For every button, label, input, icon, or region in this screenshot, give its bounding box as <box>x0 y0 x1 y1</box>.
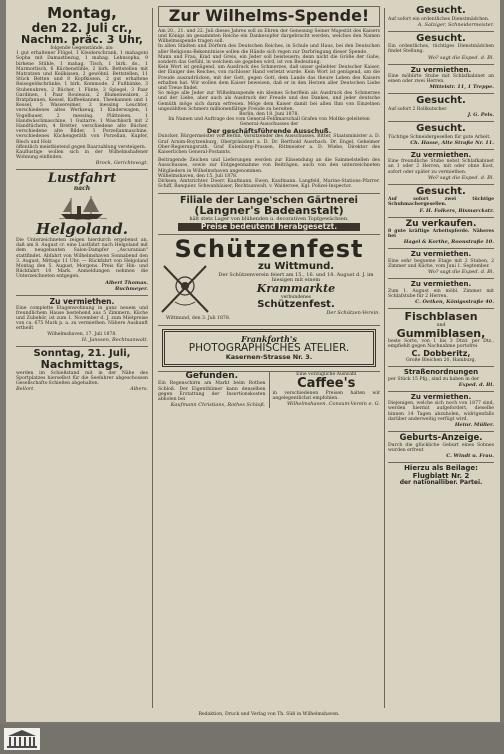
caffee-signature: Wilhelmshaven. Consum-Verein e. G. <box>286 401 380 408</box>
wanted-body: Tüchtige Schneidergesellen für gute Arbeit. <box>388 134 491 140</box>
rent-signature: H. Janssen, Rechtsanwalt. <box>81 336 148 343</box>
fest-body-2: Krammarkte <box>256 282 336 296</box>
garden-title: Filiale der Lange'schen Gärtnerei <box>180 194 358 206</box>
steamship-icon <box>57 194 107 220</box>
fest-body-1: Der Schützenverein feiert am 15., 16. und 18. August d. J. im hiesigen mit einem <box>218 271 374 283</box>
rent-title: Zu vermiethen. <box>49 296 115 306</box>
wanted-title: Gesucht. <box>416 95 466 107</box>
strassen-notice <box>388 367 494 392</box>
wanted-notice-4 <box>388 122 494 150</box>
helgoland-heading-1: Lustfahrt <box>47 171 117 187</box>
sunday-time: Nachmittags, <box>40 358 124 372</box>
caffee-body: in verschiedenen Preisen halten wir angelegentlichst empfohlen. <box>272 390 380 401</box>
column-left <box>16 4 148 395</box>
wanted-signature: F. H. Folkers, Bismarckstr. <box>419 207 494 214</box>
sale-signature: Hagel & Korthe, Roonstraße 10. <box>403 239 494 246</box>
rent-body: Eine freundliche Stube nebst Schlafkabinet an 1 oder 2 Herren, mit oder ohne Kost, sofort oder später zu vermiethen. <box>388 159 494 175</box>
newspaper-page <box>6 0 500 722</box>
strassen-title: Straßenordnungen <box>403 368 479 377</box>
gummi-signature: C. Dobberitz, <box>411 348 471 358</box>
wanted-signature: Ch. Hasse, Alte Straße Nr. 11. <box>410 139 494 146</box>
fisch-and: und <box>436 322 446 328</box>
schuetzenfest-notice <box>158 235 380 326</box>
column-center <box>158 4 380 408</box>
column-rule <box>152 8 153 708</box>
birth-notice <box>388 432 494 463</box>
strassen-signature: Exped. d. Bl. <box>458 381 494 388</box>
rent-body: Diejenigen, welche sich noch von 1877 sind, werden hiermit aufgefordert, dieselbe binnen 14 Tagen abzuholen, widrigenfalls darüber anderweitig verfügt wird. <box>388 401 494 422</box>
birth-title: Geburts-Anzeige. <box>399 432 483 443</box>
photo-title: PHOTOGRAPHISCHES ATELIER. <box>188 342 350 355</box>
photo-top: Frankforth's <box>241 333 297 344</box>
sale-title: Zu verkaufen. <box>405 218 477 229</box>
sale-notice <box>388 218 494 250</box>
auction-intro: folgende Gegenstände, als: <box>50 45 114 51</box>
rent-title: Zu vermiethen. <box>410 280 472 289</box>
rent-notice-5 <box>388 392 494 432</box>
rent-body: Eine complette Etagenwohnung in ganz neuem und freundlichem Hause bestehend aus 5 Zimmern, Küche und Zubehör, ist zum 1. November d. J. zum Mietpreise von ca. 675 Mark p. a. zu vermiethen. Nähere Auskunft ertheilt <box>16 305 148 332</box>
fischblasen-ad <box>388 309 494 367</box>
rent-body: Eine möblirte Stube mit Schlafkabinet an einen oder zwei Herren. <box>388 73 494 85</box>
rent-notice-1 <box>388 65 494 95</box>
auction-signature: Brock, Gerichtsvogt. <box>95 160 148 167</box>
wanted-title: Gesucht. <box>416 185 466 197</box>
rent-title: Zu vermiethen. <box>410 150 472 159</box>
wanted-title: Gesucht. <box>416 32 466 44</box>
photo-atelier-ad <box>158 326 380 372</box>
garden-body: hält stets Lager von blühenden u. decorativen Topfgewächsen. <box>189 216 349 223</box>
wanted-body: Auf sofort ein ordentliches Dienstmädchen. <box>388 16 490 22</box>
rent-signature: C. Oetken, Königsstraße 40. <box>415 298 494 305</box>
found-title: Gefunden. <box>185 370 239 381</box>
bottom-ads-row <box>158 372 380 408</box>
auction-date: den 22. Juli cr., <box>31 20 133 35</box>
garden-notice <box>158 194 380 236</box>
garden-tagline: Preise bedeutend herabgesetzt. <box>178 223 360 231</box>
caffee-notice <box>270 372 381 408</box>
sunday-signature-1: Bellort. <box>16 386 35 393</box>
rent-notice <box>16 296 148 347</box>
wanted-notice-3 <box>388 94 494 122</box>
spende-body-5: So möge alle Jeder zur Wilhelmsspende ein kleines Scherflein als Ausdruck des Schmerzes und der Liebe, aber auch als Ausdruck der Freude und des Dankes, und jeder deutsche Gemüth möge sich daran erfreuen. Möge dem Kaiser damit bei allen Ihm von Einzelnen ungezählten Schmerz millionenfältige Freude zu bereiten. <box>158 91 380 112</box>
wanted-notice-5 <box>388 185 494 218</box>
spende-body-2: In allen Städten und Dörfern des Deutschen Reiches, in Schule und Haus, bei den Deutschen aller Religions-Bekenntnisse sollen die Hände sich regen zur Darbringung dieser Spende. <box>158 44 380 55</box>
imprint-footer: Redaktion, Druck und Verlag von Th. Süß in Wilhelmshaven. <box>198 712 340 717</box>
wanted-body: Auf sofort 2 Rollkutscher. <box>388 106 448 112</box>
found-signature: Kaufmann Christians, Rothes Schloß. <box>170 402 266 409</box>
rent-signature: Wo? sagt die Exped. d. Bl. <box>427 174 494 181</box>
local-names: Dirksen, Amtsrichter. Doerr, Kaufmann. Ewen, Kaufmann. Langfeld, Marine-Stations-Pfarrer. Schiff, Banquier. Schwanhäuser, Rechtsanwalt. v. Waldersee, Kgl. Polizei-Inspector. <box>158 179 380 190</box>
spende-title: Zur Wilhelms-Spende! <box>158 6 380 27</box>
wanted-body: Ein ordentliches, tüchtiges Dienstmädchen findet Stellung. <box>388 44 494 55</box>
helgoland-heading-2: nach <box>73 185 91 192</box>
helgoland-signature-2: Buchmeyer. <box>114 285 148 292</box>
gummi-title: Gummiblasen, <box>396 326 486 340</box>
supplement-notice <box>388 463 494 489</box>
rent-date: Wilhelmshaven, 17. Juli 1878. <box>47 331 117 337</box>
auction-note: Kauflustige wollen sich in der Wilhelmshafener Wohnung einfinden. <box>16 149 148 161</box>
rent-notice-4 <box>388 279 494 309</box>
wanted-title: Gesucht. <box>416 5 466 16</box>
birth-signature: C. Windt u. Frau. <box>446 453 494 460</box>
rent-signature: Mittelstr. 11, 1 Treppe. <box>429 84 494 91</box>
supplement-subtitle: Flugblatt Nr. 2 <box>412 471 470 480</box>
spende-committee: Im Namen und Auftrage des vom General-Feldmarschall Grafen von Moltke geleiteten General-Ausschusses der <box>168 117 370 128</box>
auction-title: Montag, <box>47 4 117 22</box>
auction-notice <box>16 4 148 170</box>
helgoland-heading-3: Helgoland. <box>36 220 128 239</box>
wilhelms-spende-notice <box>158 4 380 194</box>
spende-body-4: Kein Wort ist genügend, um Ausdruck des Schmerzes, daß unser geliebter Deutscher Kaiser, der Einiger des Reiches, von ruchloser Hand verletzt wurde. Kein Wort ist genügend, um die Freude auszudrücken, mit der Gott, gegen Gott, dem Lande das theure Leben des Kaisers erhalten hat. Wir wollen dem Kaiser beweisen, daß er in den Herzen aller Deutschen Liebe und Treue findet. <box>158 65 380 92</box>
sunday-body: werden im Schießstand mit in der Nähe des Sportplatzes hierselbst für die Seefahrer abgeschossen Gesellschafts-Schießen abgehalten. <box>16 370 148 387</box>
fest-signature: Der Schützen-Verein. <box>326 310 380 317</box>
column-right <box>388 4 494 489</box>
local-date: Wilhelmshaven, den 15. Juli 1878. <box>158 173 238 179</box>
spende-body-1: Am 20., 21. und 22. Juli dieses Jahres soll zu Ehren der Genesung Seiner Majestät des Kaisers und Königs im gesammten Reiche ein Dankesopfer dargebracht werden, welches den Namen Wilhelmsspende tragen soll. <box>158 28 380 45</box>
local-intro: Beitragende Zeichen und Lieferungen werden zur Einsendung an die Sammelstellen des Ausschusses, sowie zur Entgegennahme von Beiträgen, auch von den unterzeichneten Mitgliedern in Wilhelmshaven angenommen. <box>158 158 380 174</box>
column-rule <box>384 8 385 708</box>
rent-title: Zu vermiethen. <box>410 65 472 74</box>
rent-signature: Wo? sagt die Exped. d. Bl. <box>427 269 494 276</box>
wanted-signature: J. G. Pels. <box>467 112 494 119</box>
caffee-intro: Eine vorzügliche Auswahl <box>296 371 357 377</box>
bottom-strip <box>0 724 504 754</box>
sunday-title: Sonntag, 21. Juli, <box>33 347 131 359</box>
supplement-body: der nationalliber. Partei. <box>399 478 483 486</box>
sunday-signature-2: Albers. <box>130 386 148 393</box>
fest-body-4: Schützenfest. <box>257 298 335 310</box>
auction-time: Nachm. präc. 3 Uhr, <box>21 33 143 47</box>
helgoland-signature-1: Albert Thomas. <box>105 279 148 286</box>
wanted-body: Auf sofort zwei tüchtige Schuhmachergesellen. <box>388 197 494 208</box>
wanted-title: Gesucht. <box>416 123 466 135</box>
gummi-address: Große Bleichen 20, Hamburg. <box>406 358 476 364</box>
auction-body: 1 gut erhaltener Flügel, 1 Kleiderschrank, 1 mahagoni Sopha mit Damastbezug, 1 mahag. Lehnsopha, 9 birkene Stühle, 1 mahag. Tisch, 1 birk. do., 1 Marmortisch, 6 Küchenstühle, 2 birk. Bettstellen mit Matratzen und Keilkissen, 2 gewöhnl. Bettstellen, 11 Stück Betten und 8 Kopfkissen, 2 gut erhaltene Reisegeldschränke, 1 birk. Kommode, 2 Fußbänke, 3 Stubenuhren, 2 Bücher, 1 Flinte, 3 Spiegel, 3 Paar Gardinen, 1 Paar Rouleaux, 2 Blumenwalzen, 2 Bratpfannen, Kessel, Kaffeekannen, Theekannen und 1 Kessel, 5 Wassereimer, 2 messing Leuchter, verschiedenes altes Werkzeug, 1 Kinderwagen, 1 Vogelbauer, 2 messing. Plätteisen, 1 Handwäschmaschine, 1 Guitarre, 1 Waschkorb mit 2 Handtüchern, 4 Bretter, verschiedene alte Bücher, verschiedene alte Bilder, 1 Porzellanmaschine, verschiedenes Küchengeräth von Porzellan, Kupfer, Blech und Holz <box>16 51 148 145</box>
rent-title: Zu vermiethen. <box>410 392 472 401</box>
wanted-notice-2 <box>388 32 494 65</box>
helgoland-body: Die Unterzeichneten zeigen hierdurch ergebenst an, daß am 8. August cr. eine Lustfahrt nach Helgoland mit dem neugebauten Salon-Dampfer „Ascuranian" stattfindet. Abfahrt von Wilhelmshaven Sonnabend den 3. August, Mittags 11 Uhr. — Rückfahrt von Helgoland Montag den 5. August, Morgens. Preis für Hin- und Rückfahrt 10 Mark. Anmeldungen nehmen die Unterzeichneten entgegen. <box>16 238 148 280</box>
helgoland-notice <box>16 170 148 295</box>
supplement-title: Hierzu als Beilage: <box>404 464 478 473</box>
rent-notice-3 <box>388 249 494 279</box>
spende-committee-title: Der geschäftsführende Ausschuß. <box>206 126 332 135</box>
birth-body: Durch die glückliche Geburt eines Sohnes wurden erfreut <box>388 442 494 454</box>
found-notice <box>158 372 270 408</box>
photo-address: Kasernen-Strasse Nr. 3. <box>225 353 313 362</box>
fest-body-3: verbundenes <box>280 294 312 300</box>
auction-close: öffentlich meistbietend gegen Baarzahlung versteigern. <box>16 144 147 150</box>
rent-notice-2 <box>388 150 494 185</box>
library-building-icon <box>4 728 40 750</box>
strassen-body: per Stück 15 Pfg., sind zu haben in der <box>388 376 480 382</box>
fest-title: Schützenfest <box>174 235 364 264</box>
spende-names: Duncker, Bürgermeister von Berlin, Vorsitzender des Ausschusses. Bitter, Staatsminister a. D. Graf Arnim-Boytzenburg, Oberpräsident a. D. Dr. Berthold Auerbach. Dr. Engel, Geheimer Ober-Regierungsrath. Graf Eulenburg-Prassen, Rittmeister a. D. Wiebe, Direktor des Kaiserlichen General-Postamts. <box>158 134 380 156</box>
rent-title: Zu vermiethen. <box>410 250 472 259</box>
rent-body: Eine sehr bequeme Etage mit 2 Stuben, 2 Zimmer und Küche, vom Juni 1. September. <box>388 258 494 270</box>
crossed-rifles-icon <box>158 262 212 314</box>
fest-date: Wittmund, den 3. Juli 1878. <box>166 316 231 322</box>
spende-body-3: Mann und Frau, Kind und Greis, ein Jeder soll beisteuern; denn nicht die Größe der Gabe, sondern das Gefühl, in welchem sie gegeben wird, ist von Bedeutung. <box>158 54 380 66</box>
wanted-signature: Wo? sagt die Exped. d. Bl. <box>427 54 494 61</box>
found-body: Ein Regenschirm am Markt beim Rothen Schloß. Der Eigenthümer kann denselben gegen Erstattung der Insertionskosten abholen bei <box>158 381 266 402</box>
gummi-body: beste Sorte, von 1 bis 3 Dtzd. per Dtz., empfiehlt gegen Nachnahme portofrei <box>388 339 494 350</box>
wanted-signature: A. Salziger, Schneidermeister. <box>417 21 494 28</box>
garden-subtitle: (Langner's Badeanstalt) <box>194 204 344 218</box>
sunday-notice <box>16 347 148 396</box>
spende-date: Berlin, den 18. Juni 1878. <box>239 112 299 118</box>
sale-body: 8 gute kräftige Arbeitspferde. Näheres bei <box>388 229 494 240</box>
caffee-title: Caffee's <box>297 376 356 392</box>
rent-signature: Heinr. Müller. <box>454 421 494 428</box>
fisch-title: Fischblasen <box>404 309 478 323</box>
wanted-notice-1 <box>388 4 494 32</box>
fest-place: zu Wittmund. <box>257 261 335 273</box>
rent-body: Zum 1. August ein möbl. Zimmer mit Schlafstube für 2 Herren. <box>388 288 494 299</box>
